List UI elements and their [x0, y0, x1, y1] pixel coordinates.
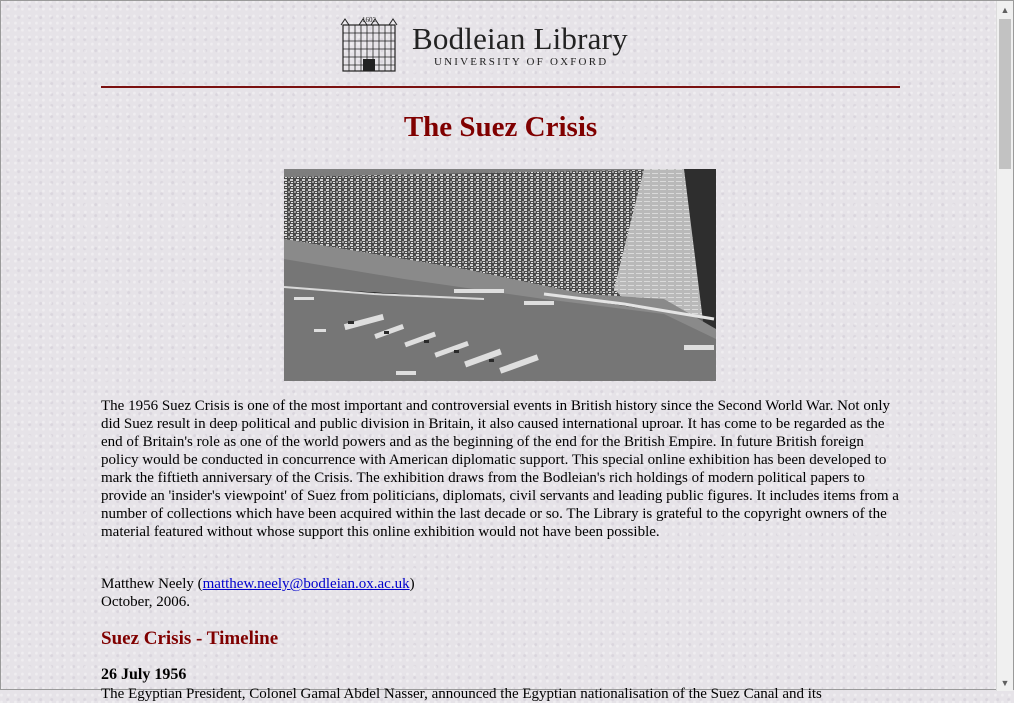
publication-date: October, 2006. — [101, 594, 190, 610]
author-name: Matthew Neely — [101, 576, 194, 592]
bodleian-crest-icon — [339, 15, 399, 75]
author-email-link[interactable]: matthew.neely@bodleian.ox.ac.uk — [202, 576, 410, 592]
intro-paragraph: The 1956 Suez Crisis is one of the most important and controversial events in British history since the Second World War. Not only did Suez result in deep political and public division in Britain, it also caused international uproar. It has come to be regarded as the end of Britain's role as one of the world powers and as the beginning of the end for the British Empire. In future British foreign policy would be conducted in concurrence with American diplomatic support. This special online exhibition has been developed to mark the fiftieth anniversary of the Crisis. The exhibition draws from the Bodleian's rich holdings of modern political papers to provide an 'insider's viewpoint' of Suez from politicians, diplomats, civil servants and leading public figures. It includes items from a number of collections which have been acquired within the last decade or so. The Library is grateful to the copyright owners of the material featured without whose support this online exhibition would not have been possible. — [101, 398, 899, 540]
timeline-entry-text: The Egyptian President, Colonel Gamal Abdel Nasser, announced the Egyptian nationalisation of the Suez Canal and its — [101, 686, 822, 702]
scroll-thumb[interactable] — [999, 19, 1011, 169]
page-content — [1, 1, 998, 702]
page-title: The Suez Crisis — [403, 111, 598, 143]
open-paren: ( — [197, 576, 203, 592]
close-paren: ) — [409, 576, 415, 592]
scroll-down-icon[interactable]: ▼ — [1000, 677, 1010, 688]
scroll-up-icon[interactable]: ▲ — [1000, 4, 1010, 15]
timeline-date: 26 July 1956 — [101, 666, 187, 683]
vertical-scrollbar[interactable] — [996, 1, 1013, 691]
bodleian-logo[interactable] — [339, 15, 639, 75]
port-said-aerial-photo — [284, 169, 716, 381]
timeline-heading: Suez Crisis - Timeline — [101, 628, 279, 649]
crest-year: 1602 — [362, 16, 376, 24]
header-divider — [101, 86, 900, 88]
library-name: Bodleian Library — [412, 21, 628, 56]
university-name: UNIVERSITY OF OXFORD — [434, 56, 609, 68]
author-credit — [101, 575, 901, 611]
